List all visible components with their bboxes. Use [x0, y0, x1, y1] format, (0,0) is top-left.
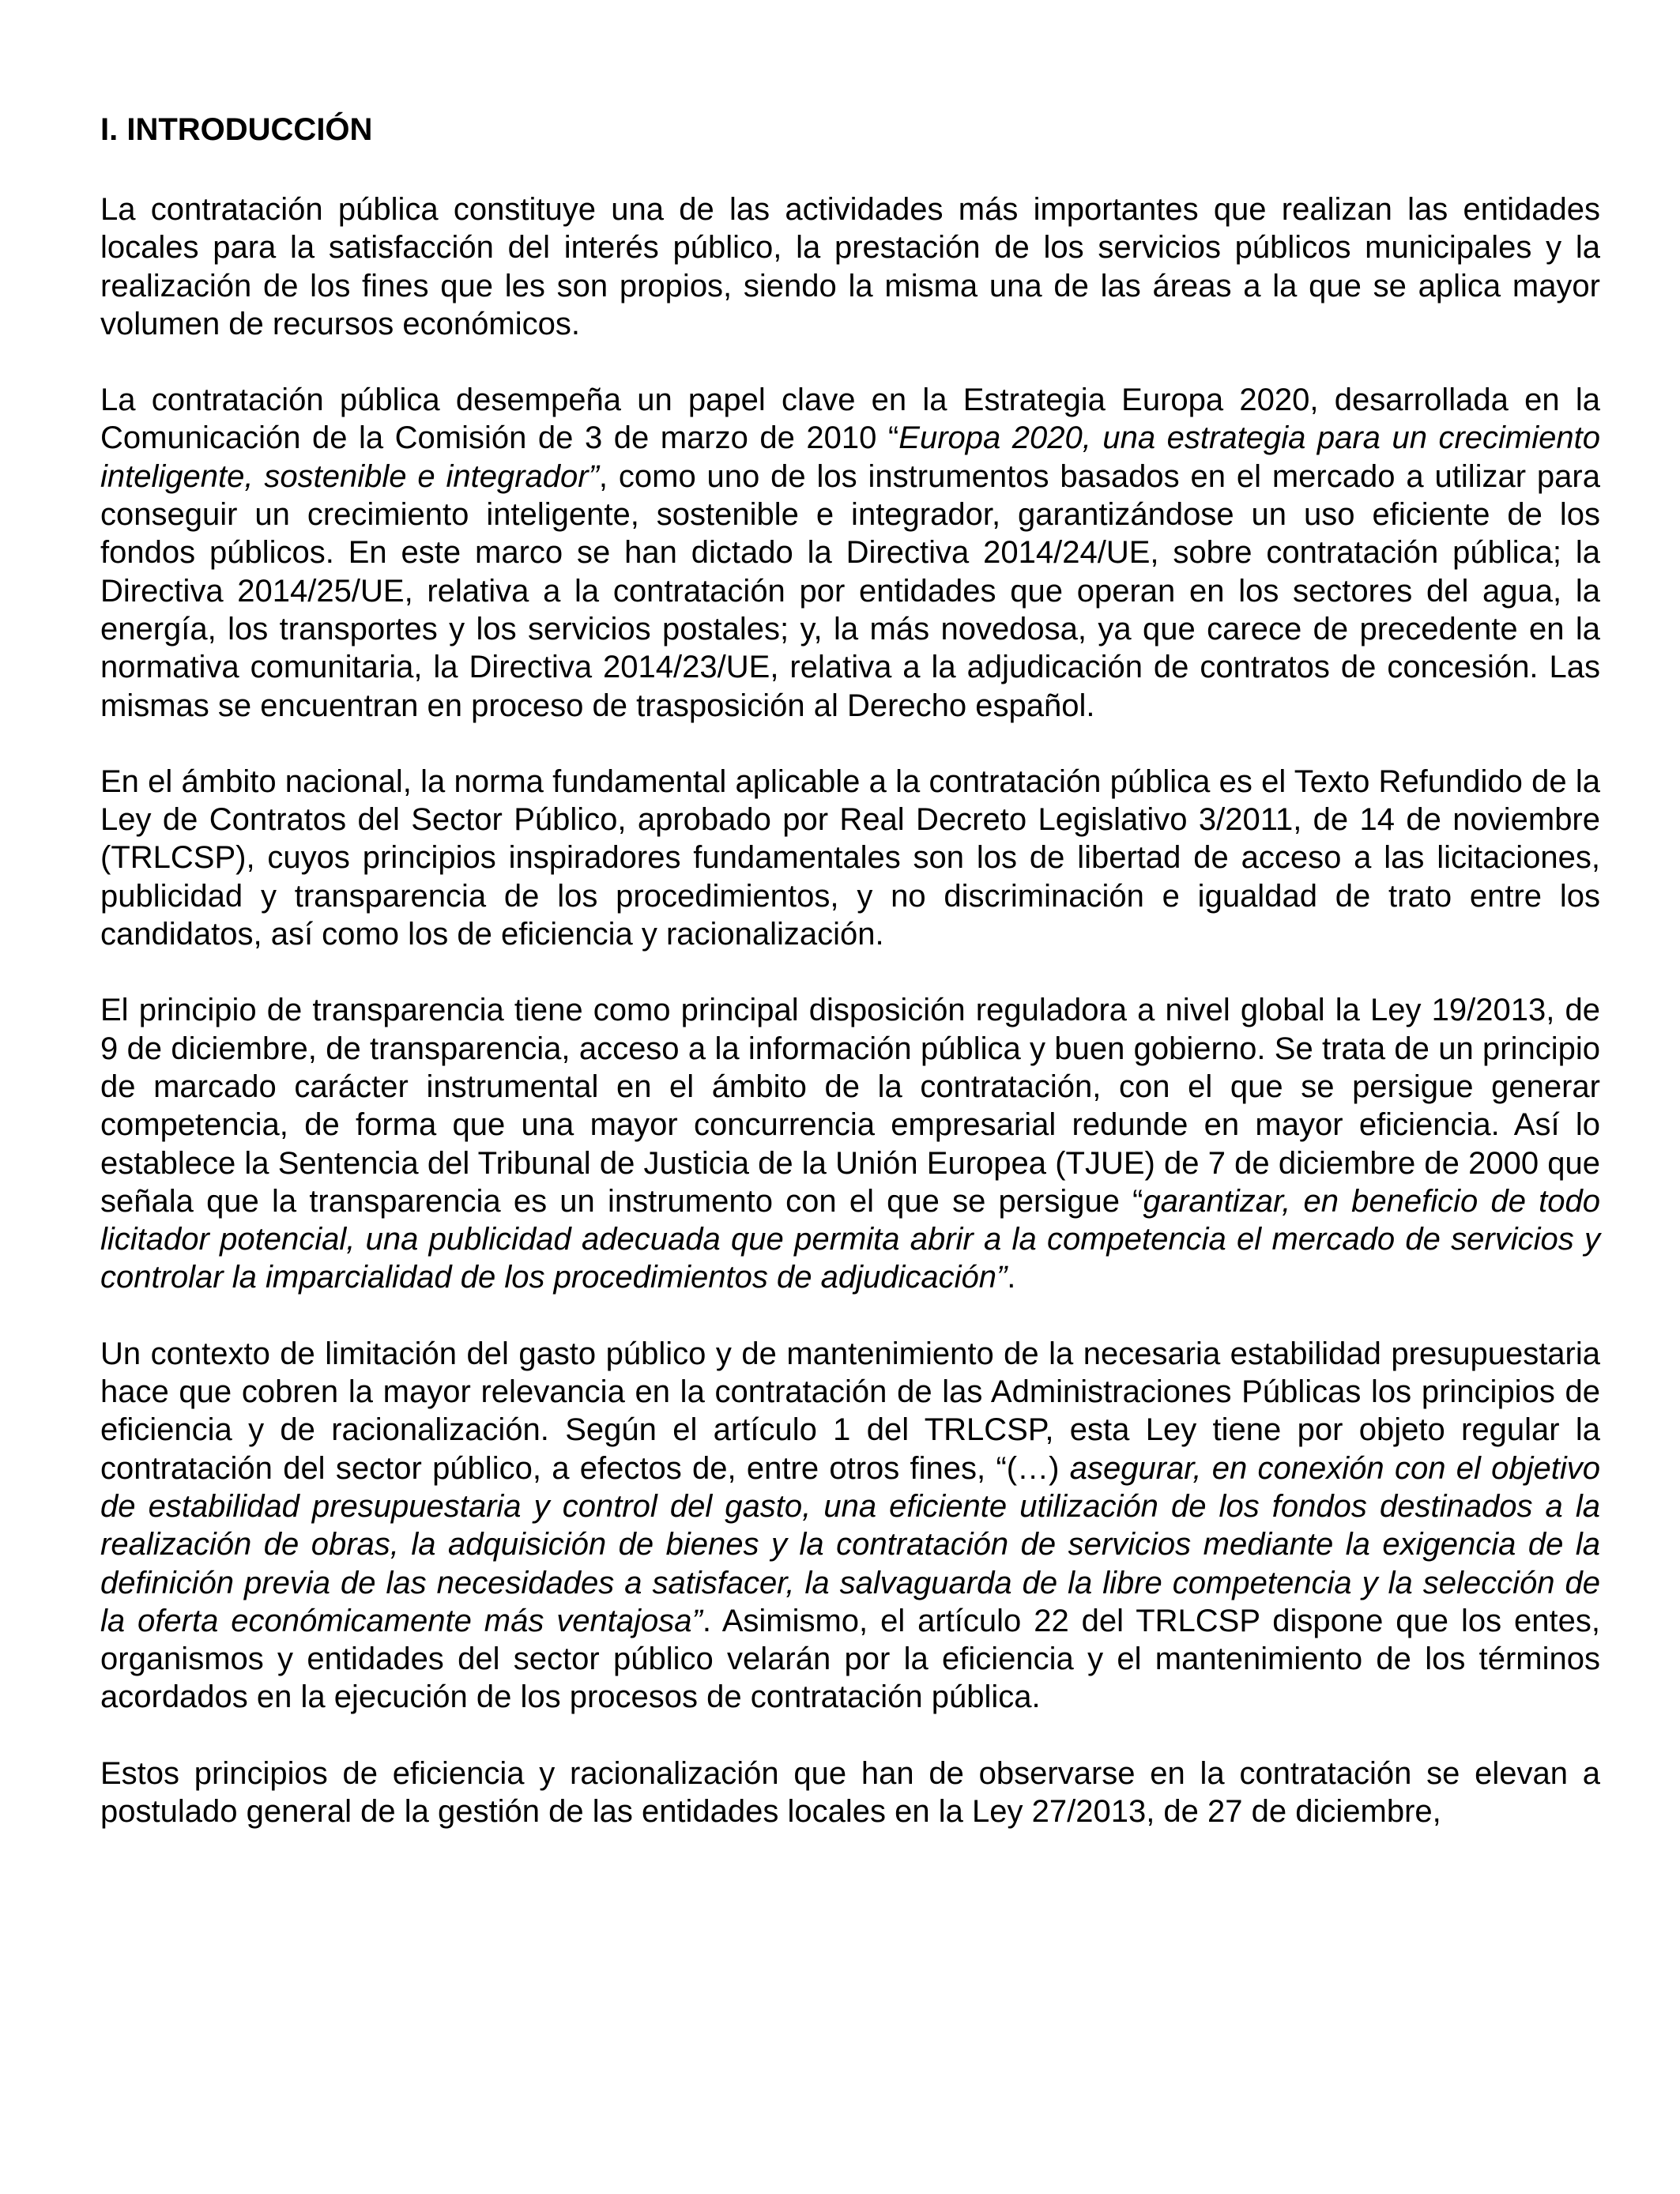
paragraph-2: [100, 381, 1600, 725]
paragraph-3-text: En el ámbito nacional, la norma fundamental aplicable a la contratación pública es el Texto Refundido de la Ley de Contratos del Sector Público, aprobado por Real Decreto Legislativo 3/2011, de 14 de noviembre (TRLCSP), cuyos principios inspiradores fundamentales son los de libertad de acceso a las licitaciones, publicidad y transparencia de los procedimientos, y no discriminación e igualdad de trato entre los candidatos, así como los de eficiencia y racionalización.: [100, 763, 1600, 952]
paragraph-5: [100, 1335, 1600, 1717]
paragraph-3: [100, 763, 1600, 953]
paragraph-5-quote: asegurar, en conexión con el objetivo de estabilidad presupuestaria y control del gasto, una eficiente utilización de los fondos destinados a la realización de obras, la adquisición de bienes y la contratación de servicios mediante la exigencia de la definición previa de las necesidades a satisfacer, la salvaguarda de la libre competencia y la selección de la oferta económicamente más ventajosa”: [100, 1450, 1601, 1638]
paragraph-2-quote: Europa 2020, una estrategia para un crecimiento inteligente, sostenible e integrador”: [100, 420, 1600, 494]
paragraph-6: [100, 1755, 1600, 1831]
paragraph-2-text-b: , como uno de los instrumentos basados en el mercado a utilizar para conseguir un crecimiento inteligente, sostenible e integrador, garantizándose un uso eficiente de los fondos públicos. En este marco se han dictado la Directiva 2014/24/UE, sobre contratación pública; la Directiva 2014/25/UE, relativa a la contratación por entidades que operan en los sectores del agua, la energía, los transportes y los servicios postales; y, la más novedosa, ya que carece de precedente en la normativa comunitaria, la Directiva 2014/23/UE, relativa a la adjudicación de contratos de concesión. Las mismas se encuentran en proceso de trasposición al Derecho español.: [100, 458, 1600, 723]
section-heading: I. INTRODUCCIÓN: [100, 112, 373, 147]
paragraph-4-text-a: El principio de transparencia tiene como principal disposición reguladora a nivel global la Ley 19/2013, de 9 de diciembre, de transparencia, acceso a la información pública y buen gobierno. Se trata de un principio de marcado carácter instrumental en el ámbito de la contratación, con el que se persigue generar competencia, de forma que una mayor concurrencia empresarial redunde en mayor eficiencia. Así lo establece la Sentencia del Tribunal de Justicia de la Unión Europea (TJUE) de 7 de diciembre de 2000 que señala que la transparencia es un instrumento con el que se persigue “: [100, 993, 1600, 1219]
paragraph-2-text-a: La contratación pública desempeña un papel clave en la Estrategia Europa 2020, desarrollada en la Comunicación de la Comisión de 3 de marzo de 2010 “: [100, 383, 1600, 456]
paragraph-4-quote: garantizar, en beneficio de todo licitador potencial, una publicidad adecuada que permita abrir a la competencia el mercado de servicios y controlar la imparcialidad de los procedimientos de adjudicación”: [100, 1183, 1600, 1295]
paragraph-5-text-a: Un contexto de limitación del gasto público y de mantenimiento de la necesaria estabilidad presupuestaria hace que cobren la mayor relevancia en la contratación de las Administraciones Públicas los principios de eficiencia y de racionalización. Según el artículo 1 del TRLCSP, esta Ley tiene por objeto regular la contratación del sector público, a efectos de, entre otros fines, “(…): [100, 1336, 1600, 1486]
paragraph-1: [100, 190, 1600, 343]
paragraph-1-text: La contratación pública constituye una de las actividades más importantes que realizan las entidades locales para la satisfacción del interés público, la prestación de los servicios públicos municipales y la realización de los fines que les son propios, siendo la misma una de las áreas a la que se aplica mayor volumen de recursos económicos.: [100, 192, 1600, 341]
paragraph-4: [100, 991, 1600, 1296]
paragraph-5-text-b: . Asimismo, el artículo 22 del TRLCSP dispone que los entes, organismos y entidades del sector público velarán por la eficiencia y el mantenimiento de los términos acordados en la ejecución de los procesos de contratación pública.: [100, 1603, 1600, 1715]
paragraph-6-text: Estos principios de eficiencia y racionalización que han de observarse en la contratación se elevan a postulado general de la gestión de las entidades locales en la Ley 27/2013, de 27 de diciembre,: [100, 1755, 1600, 1829]
paragraph-4-text-b: .: [1007, 1260, 1016, 1295]
document-page: [100, 111, 1600, 1868]
